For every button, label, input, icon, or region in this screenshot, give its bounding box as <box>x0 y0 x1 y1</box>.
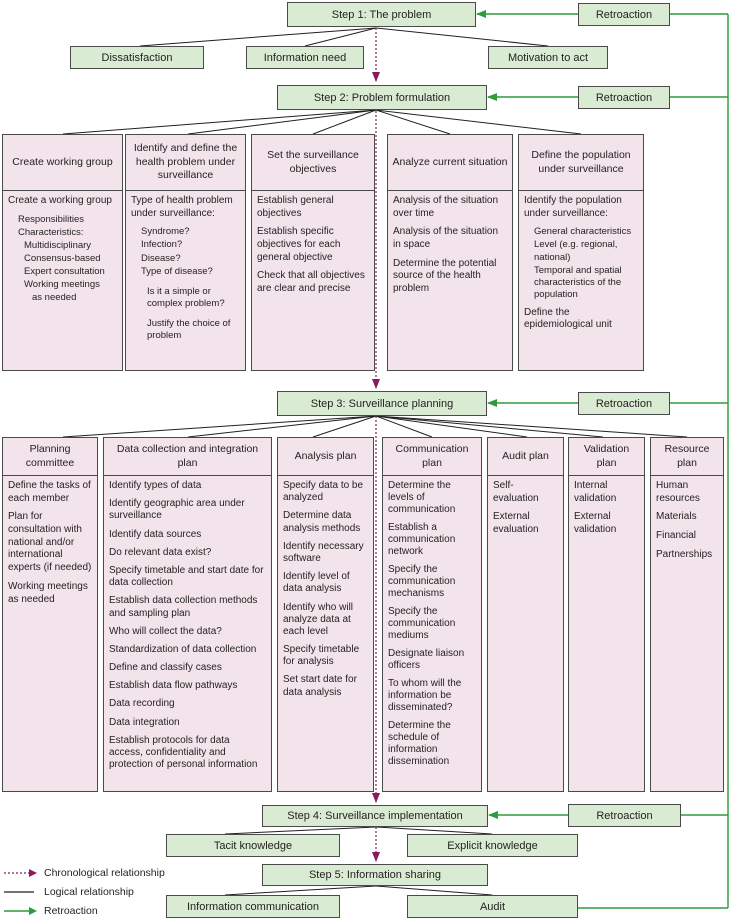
panel-item: Who will collect the data? <box>109 625 222 637</box>
panel-item: Analysis of the situation over time <box>393 195 499 219</box>
panel-audit-plan <box>487 437 564 792</box>
panel-item: Establish general objectives <box>257 195 334 219</box>
panel-item: Create a working group <box>8 195 112 206</box>
panel-item: Identify types of data <box>109 480 202 491</box>
panel-item: Identify who will analyze data at each level <box>283 601 354 637</box>
panel-item: Data integration <box>109 716 180 728</box>
panel-resource-plan <box>650 437 724 792</box>
panel-item: Standardization of data collection <box>109 643 257 655</box>
panel-create-working-group <box>2 134 123 371</box>
panel-item: Establish protocols for data access, confidentiality and protection of personal information <box>109 734 258 771</box>
node-label: Explicit knowledge <box>447 839 538 852</box>
step-5-box <box>262 864 488 886</box>
panel-item: Establish data collection methods and sampling plan <box>109 595 258 619</box>
dotted-arrow-icon <box>4 868 38 878</box>
retroaction-label: Retroaction <box>595 8 653 21</box>
node-label: Motivation to act <box>507 51 589 64</box>
legend-chronological <box>4 867 165 879</box>
panel-item: Do relevant data exist? <box>109 546 212 558</box>
node-label: Information need <box>263 51 347 64</box>
panel-title: Data collection and integration plan <box>104 438 271 476</box>
node-label: Audit <box>479 900 506 913</box>
panel-item: Characteristics: <box>18 226 84 238</box>
panel-analyze-current-situation <box>387 134 513 371</box>
tacit-knowledge-box <box>166 834 340 857</box>
panel-item: Identify level of data analysis <box>283 571 350 595</box>
panel-item: Materials <box>656 511 697 523</box>
panel-item: Identify geographic area under surveillance <box>109 498 245 522</box>
panel-item: Identify data sources <box>109 528 202 540</box>
panel-validation-plan <box>568 437 645 792</box>
panel-item: Financial <box>656 530 697 542</box>
panel-title: Audit plan <box>488 438 563 476</box>
motivation-to-act-box <box>488 46 608 69</box>
information-communication-box <box>166 895 340 918</box>
retroaction-label: Retroaction <box>595 397 653 410</box>
green-arrow-icon <box>4 906 38 916</box>
panel-item: as needed <box>32 292 77 304</box>
step-4-label: Step 4: Surveillance implementation <box>287 810 463 822</box>
panel-title: Create working group <box>3 135 122 191</box>
panel-item: Specify timetable and start date for data collection <box>109 564 264 589</box>
panel-item: Type of disease? <box>141 265 213 277</box>
step-2-label: Step 2: Problem formulation <box>313 91 451 104</box>
panel-title: Analyze current situation <box>388 135 512 191</box>
panel-title: Analysis plan <box>278 438 373 476</box>
retroaction-label: Retroaction <box>596 809 653 822</box>
panel-communication-plan <box>382 437 482 792</box>
panel-identify-health-problem <box>125 134 246 371</box>
panel-item: Plan for consultation with national and/or international experts (if needed) <box>8 511 92 574</box>
panel-title: Define the population under surveillance <box>519 135 643 191</box>
audit-box <box>407 895 578 918</box>
panel-item: Establish a communication network <box>388 522 456 557</box>
panel-set-objectives <box>251 134 375 371</box>
panel-title: Communication plan <box>383 438 481 476</box>
panel-item: Define the tasks of each member <box>8 480 91 504</box>
information-need-box <box>246 46 364 69</box>
panel-item: Check that all objectives are clear and precise <box>257 270 365 295</box>
step-1-box <box>287 2 476 27</box>
retroaction-box-2 <box>578 86 670 109</box>
panel-item: Syndrome? <box>141 226 190 238</box>
panel-planning-committee <box>2 437 98 792</box>
panel-item: Determine data analysis methods <box>283 510 361 534</box>
panel-item: Identify the population under surveillance: <box>524 195 622 219</box>
panel-item: External evaluation <box>493 511 539 536</box>
panel-item: Multidisciplinary <box>24 239 92 251</box>
panel-item: Analysis of the situation in space <box>393 226 499 251</box>
solid-line-icon <box>4 887 38 897</box>
panel-item: Identify necessary software <box>283 540 364 564</box>
panel-analysis-plan <box>277 437 374 792</box>
panel-item: Is it a simple or complex problem? <box>147 285 225 309</box>
panel-item: Working meetings <box>24 279 100 290</box>
panel-item: Partnerships <box>656 548 713 560</box>
panel-data-collection-plan <box>103 437 272 792</box>
panel-item: Self-evaluation <box>493 480 539 504</box>
panel-item: Determine the potential source of the health problem <box>393 257 497 295</box>
step-1-label: Step 1: The problem <box>331 8 432 21</box>
legend-logical <box>4 886 134 898</box>
panel-item: Internal validation <box>574 480 617 504</box>
node-label: Information communication <box>186 900 320 913</box>
panel-item: Specify data to be analyzed <box>283 480 364 504</box>
panel-item: Define and classify cases <box>109 662 222 674</box>
panel-item: Specify the communication mediums <box>388 606 456 641</box>
panel-item: Responsibilities <box>18 213 85 225</box>
dissatisfaction-box <box>70 46 204 69</box>
panel-item: Temporal and spatial characteristics of the population <box>534 264 622 300</box>
legend-label: Retroaction <box>44 905 98 917</box>
panel-title: Validation plan <box>569 438 644 476</box>
retroaction-label: Retroaction <box>595 91 653 104</box>
node-label: Dissatisfaction <box>101 51 173 64</box>
legend-label: Chronological relationship <box>44 867 165 879</box>
panel-item: Type of health problem under surveillance: <box>131 195 233 219</box>
panel-item: Data recording <box>109 698 175 710</box>
panel-item: Designate liaison officers <box>388 648 465 671</box>
node-label: Tacit knowledge <box>213 839 293 852</box>
step-4-box <box>262 805 488 827</box>
panel-item: Specify timetable for analysis <box>283 644 360 668</box>
step-3-box <box>277 391 487 416</box>
panel-item: Define the epidemiological unit <box>524 306 612 331</box>
panel-item: External validation <box>574 511 617 536</box>
panel-item: General characteristics <box>534 226 632 238</box>
panel-item: Set start date for data analysis <box>283 674 357 698</box>
legend-label: Logical relationship <box>44 886 134 898</box>
retroaction-box-4 <box>568 804 681 827</box>
legend-retroaction <box>4 905 98 917</box>
panel-title: Set the surveillance objectives <box>252 135 374 191</box>
panel-item: Determine the schedule of information dissemination <box>388 720 451 767</box>
panel-item: Level (e.g. regional, national) <box>534 239 618 263</box>
panel-item: Specify the communication mechanisms <box>388 564 456 599</box>
step-5-label: Step 5: Information sharing <box>308 869 442 881</box>
panel-item: To whom will the information be disseminated? <box>388 678 462 713</box>
panel-item: Consensus-based <box>24 252 101 264</box>
panel-item: Determine the levels of communication <box>388 480 456 515</box>
panel-title: Resource plan <box>651 438 723 476</box>
retroaction-box-1 <box>578 3 670 26</box>
panel-item: Establish data flow pathways <box>109 680 238 692</box>
retroaction-box-3 <box>578 392 670 415</box>
panel-item: Human resources <box>656 480 700 504</box>
panel-define-population <box>518 134 644 371</box>
panel-item: Justify the choice of problem <box>147 317 231 341</box>
panel-title: Planning committee <box>3 438 97 476</box>
panel-title: Identify and define the health problem under surveillance <box>126 135 245 191</box>
panel-item: Establish specific objectives for each general objective <box>257 226 341 263</box>
explicit-knowledge-box <box>407 834 578 857</box>
step-3-label: Step 3: Surveillance planning <box>310 397 454 410</box>
panel-item: Disease? <box>141 252 181 264</box>
panel-item: Working meetings as needed <box>8 580 88 605</box>
panel-item: Infection? <box>141 239 183 251</box>
step-2-box <box>277 85 487 110</box>
panel-item: Expert consultation <box>24 265 105 277</box>
